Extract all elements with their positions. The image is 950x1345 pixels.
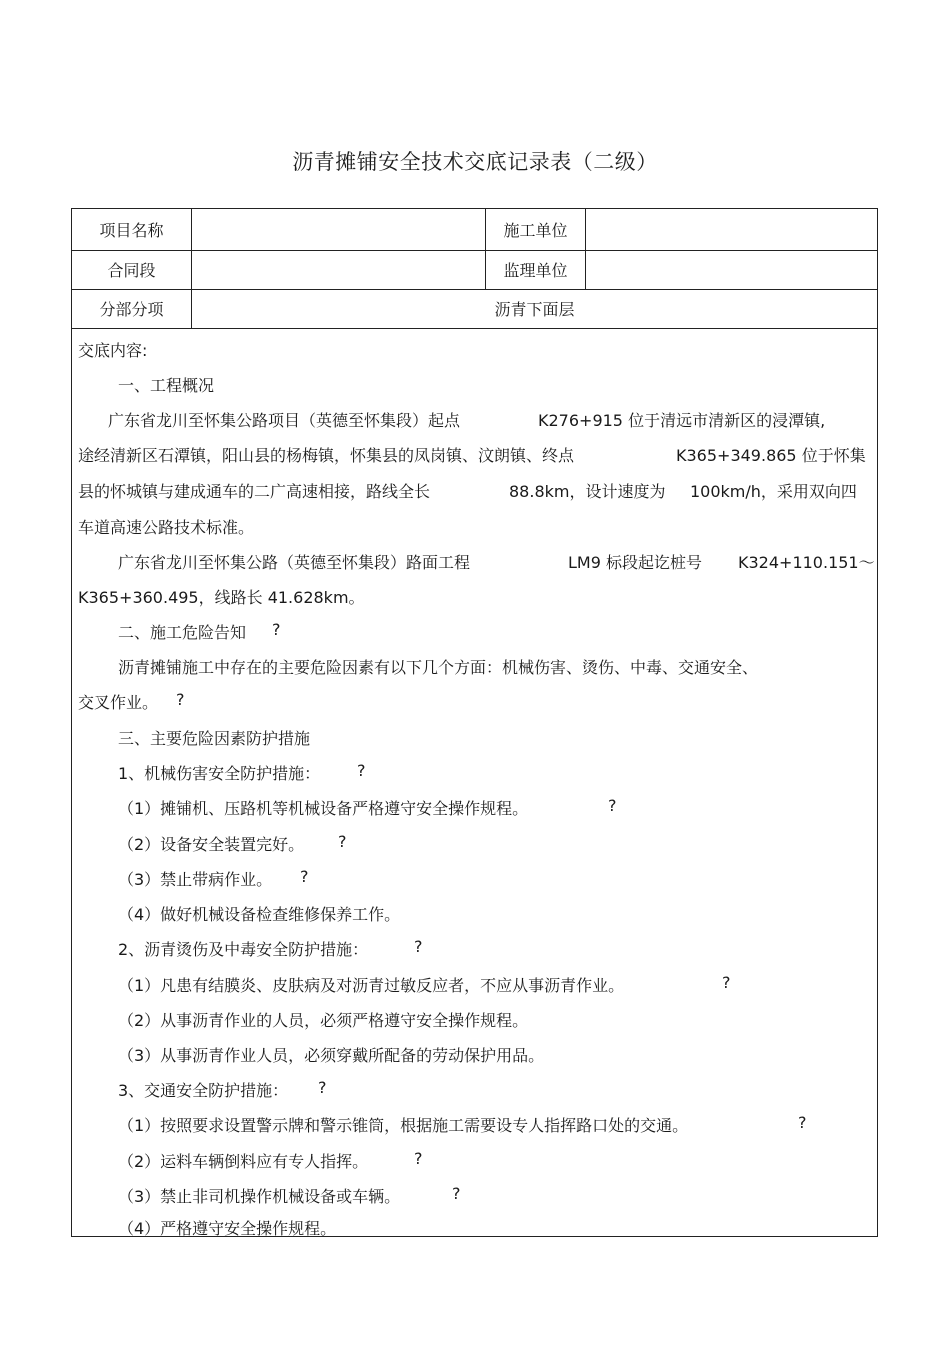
hazard-text: 交叉作业。 xyxy=(78,693,159,712)
subdivision-label: 分部分项 xyxy=(99,300,164,319)
measure-item: （3）从事沥青作业人员，必须穿戴所配备的劳动保护用品。 xyxy=(118,1046,545,1065)
overview-text: 100km/h，采用双向四 xyxy=(690,482,857,501)
question-mark: ? xyxy=(357,761,366,780)
supervision-unit-label: 监理单位 xyxy=(503,261,568,280)
question-mark: ? xyxy=(300,867,309,886)
question-mark: ? xyxy=(798,1113,807,1132)
disclosure-table xyxy=(71,208,878,1237)
construction-unit-label: 施工单位 xyxy=(503,221,568,240)
overview-text: LM9 标段起讫桩号 xyxy=(568,553,702,572)
question-mark: ? xyxy=(272,620,281,639)
overview-text: 县的怀城镇与建成通车的二广高速相接，路线全长 xyxy=(78,482,431,501)
row-divider xyxy=(72,328,877,329)
overview-text: 广东省龙川至怀集公路项目（英德至怀集段）起点 xyxy=(108,411,461,430)
question-mark: ? xyxy=(318,1078,327,1097)
section-heading: 二、施工危险告知 xyxy=(118,623,247,642)
question-mark: ? xyxy=(452,1184,461,1203)
question-mark: ? xyxy=(722,973,731,992)
measure-item: （4）做好机械设备检查维修保养工作。 xyxy=(118,905,401,924)
overview-text: 车道高速公路技术标准。 xyxy=(78,518,255,537)
measure-item: （3）禁止非司机操作机械设备或车辆。 xyxy=(118,1187,401,1206)
question-mark: ? xyxy=(338,832,347,851)
overview-text: 广东省龙川至怀集公路（英德至怀集段）路面工程 xyxy=(118,553,471,572)
content-intro: 交底内容: xyxy=(78,341,148,360)
project-name-label: 项目名称 xyxy=(99,221,164,240)
measure-heading: 1、机械伤害安全防护措施： xyxy=(118,764,321,783)
contract-section-label: 合同段 xyxy=(107,261,156,280)
overview-text: K365+360.495，线路长 41.628km。 xyxy=(78,588,365,607)
measure-item: （1）摊铺机、压路机等机械设备严格遵守安全操作规程。 xyxy=(118,799,529,818)
question-mark: ? xyxy=(608,796,617,815)
hazard-text: 沥青摊铺施工中存在的主要危险因素有以下几个方面：机械伤害、烫伤、中毒、交通安全、 xyxy=(118,658,759,677)
measure-item: （2）设备安全装置完好。 xyxy=(118,835,305,854)
overview-text: 88.8km，设计速度为 xyxy=(509,482,666,501)
measure-heading: 2、沥青烫伤及中毒安全防护措施： xyxy=(118,940,369,959)
construction-unit-value[interactable] xyxy=(586,209,877,250)
overview-text: K365+349.865 位于怀集 xyxy=(676,446,866,465)
measure-item: （4）严格遵守安全操作规程。 xyxy=(118,1219,337,1238)
project-name-value[interactable] xyxy=(192,209,485,250)
overview-text: K276+915 位于清远市清新区的浸潭镇, xyxy=(538,411,826,430)
measure-item: （3）禁止带病作业。 xyxy=(118,870,273,889)
contract-section-value[interactable] xyxy=(192,250,485,289)
measure-item: （1）凡患有结膜炎、皮肤病及对沥青过敏反应者，不应从事沥青作业。 xyxy=(118,976,625,995)
page-title: 沥青摊铺安全技术交底记录表（二级） xyxy=(292,150,658,174)
supervision-unit-value[interactable] xyxy=(586,250,877,289)
measure-item: （2）运料车辆倒料应有专人指挥。 xyxy=(118,1152,369,1171)
measure-heading: 3、交通安全防护措施： xyxy=(118,1081,289,1100)
section-heading: 三、主要危险因素防护措施 xyxy=(118,729,311,748)
measure-item: （2）从事沥青作业的人员，必须严格遵守安全操作规程。 xyxy=(118,1011,529,1030)
subdivision-value: 沥青下面层 xyxy=(494,300,575,319)
question-mark: ? xyxy=(176,690,185,709)
overview-text: K324+110.151～ xyxy=(738,553,875,572)
question-mark: ? xyxy=(414,1149,423,1168)
question-mark: ? xyxy=(414,937,423,956)
overview-text: 途经清新区石潭镇，阳山县的杨梅镇，怀集县的凤岗镇、汶朗镇、终点 xyxy=(78,446,575,465)
measure-item: （1）按照要求设置警示牌和警示锥筒，根据施工需要设专人指挥路口处的交通。 xyxy=(118,1116,689,1135)
section-heading: 一、工程概况 xyxy=(118,376,215,395)
